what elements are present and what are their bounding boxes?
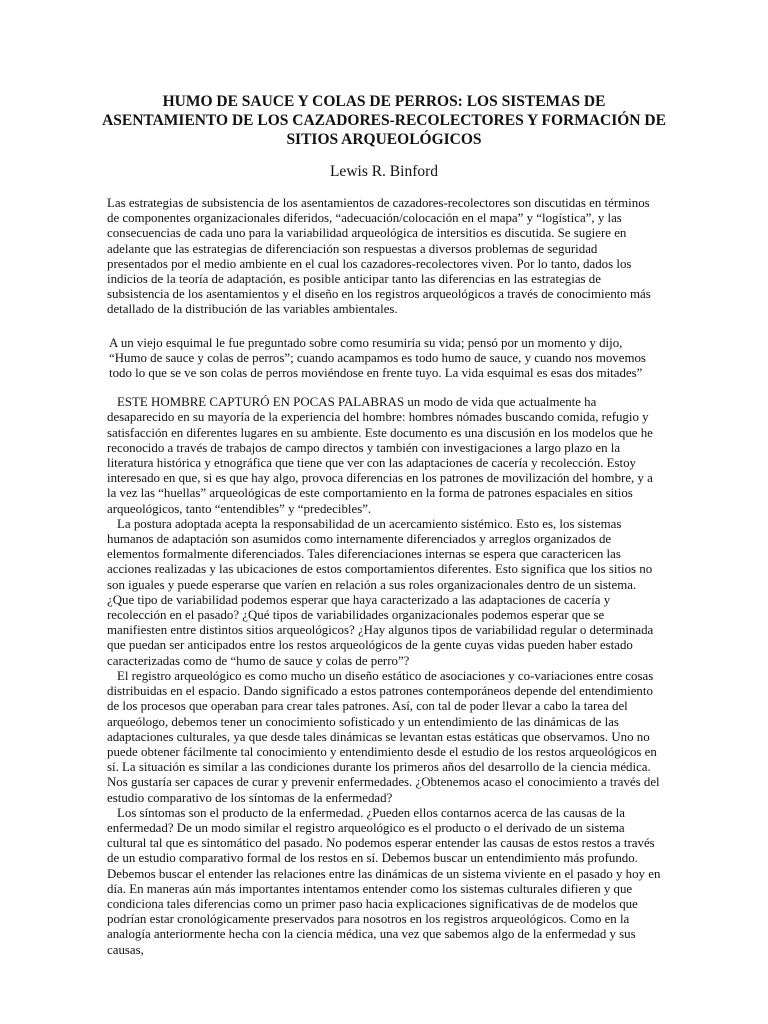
body-paragraph-1: ESTE HOMBRE CAPTURÓ EN POCAS PALABRAS un modo de vida que actualmente ha desaparecido en su mayoría de la experiencia del hombre: hombres nómades buscando comida, refugio y satisfacción en diferentes lugares en su ambiente. Este documento es una discusión en los modelos que he reconocido a través de trabajos de campo directos y también con investigaciones a largo plazo en la literatura histórica y etnográfica que tiene que ver con las adaptaciones de cacería y recolección. Estoy interesado en que, si es que hay algo, provoca diferencias en los patrones de movilización del hombre, y a la vez las “huellas” arqueológicas de este comportamiento en la forma de patrones espaciales en sitios arqueológicos, tanto “entendibles” y “predecibles”. — [107, 395, 653, 516]
document-body — [107, 196, 661, 958]
author-name: Lewis R. Binford — [329, 163, 439, 180]
epigraph-quote: A un viejo esquimal le fue preguntado sobre como resumiría su vida; pensó por un momento y dijo, “Humo de sauce y colas de perros”; cuando acampamos es todo humo de sauce, y cuando nos movemos todo lo que se ve son colas de perros moviéndose en frente tuyo. La vida esquimal es esas dos mitades” — [109, 335, 646, 381]
body-paragraph-2: La postura adoptada acepta la responsabilidad de un acercamiento sistémico. Esto es, los sistemas humanos de adaptación son asumidos como internamente diferenciados y arreglos organizados de elementos formalmente diferenciados. Tales diferenciaciones internas se espera que caractericen las acciones realizadas y las ubicaciones de estos comportamientos diferentes. Esto significa que los sitios no son iguales y puede esperarse que varíen en relación a sus roles organizacionales dentro de un sistema. ¿Que tipo de variabilidad podemos esperar que haya caracterizado a las adaptaciones de cacería y recolección en el pasado? ¿Qué tipos de variabilidades organizacionales podemos esperar que se manifiesten entre distintos sitios arqueológicos? ¿Hay algunos tipos de variabilidad regular o determinada que puedan ser anticipados entre los restos arqueológicos de la gente cuyas vidas pueden haber estado caracterizadas como de “humo de sauce y colas de perro”? — [107, 516, 654, 668]
abstract-paragraph: Las estrategias de subsistencia de los asentamientos de cazadores-recolectores son discutidas en términos de componentes organizacionales diferidos, “adecuación/colocación en el mapa” y “logística”, y las consecuencias de cada uno para la variabilidad arqueológica de intersitios es discutida. Se sugiere en adelante que las estrategias de diferenciación son respuestas a diversos problemas de seguridad presentados por el medio ambiente en el cual los cazadores-recolectores viven. Por lo tanto, dados los indicios de la teoría de adaptación, es posible anticipar tanto las diferencias en las estrategias de subsistencia de los asentamientos y el diseño en los registros arqueológicos a través de conocimiento más detallado de la distribución de las variables ambientales. — [107, 196, 651, 317]
body-paragraph-3: El registro arqueológico es como mucho un diseño estático de asociaciones y co-variaciones entre cosas distribuidas en el espacio. Dando significado a estos patrones contemporáneos depende del entendimiento de los procesos que operaban para crear tales patrones. Así, con tal de poder llevar a cabo la tarea del arqueólogo, debemos tener un conocimiento sofisticado y un entendimiento de las dinámicas de las adaptaciones culturales, ya que desde tales dinámicas se levantan estas estáticas que observamos. Uno no puede obtener fácilmente tal conocimiento y entendimiento desde el estudio de los restos arqueológicos en sí. La situación es similar a las condiciones durante los primeros años del desarrollo de la ciencia médica. Nos gustaría ser capaces de curar y prevenir enfermedades. ¿Obtenemos acaso el conocimiento a través del estudio comparativo de los síntomas de la enfermedad? — [107, 668, 660, 805]
body-paragraph-4: Los síntomas son el producto de la enfermedad. ¿Pueden ellos contarnos acerca de las causas de la enfermedad? De un modo similar el registro arqueológico es el producto o el derivado de un sistema cultural tal que es sintomático del pasado. No podemos esperar entender las causas de estos restos a través de un estudio comparativo formal de los restos en sí. Debemos buscar un entendimiento más profundo. Debemos buscar el entender las relaciones entre las dinámicas de un sistema viviente en el pasado y hoy en día. En maneras aún más importantes intentamos entender como los sistemas culturales difieren y que condiciona tales diferencias como un primer paso hacia explicaciones significativas de de modelos que podrían estar cronológicamente preservados para nosotros en los registros arqueológicos. Como en la analogía anteriormente hecha con la ciencia médica, una vez que sabemos algo de la enfermedad y sus causas, — [107, 805, 661, 957]
document-title: HUMO DE SAUCE Y COLAS DE PERROS: LOS SISTEMAS DE ASENTAMIENTO DE LOS CAZADORES-RECOLECTORES Y FORMACIÓN DE SITIOS ARQUEOLÓGICOS — [102, 93, 666, 148]
